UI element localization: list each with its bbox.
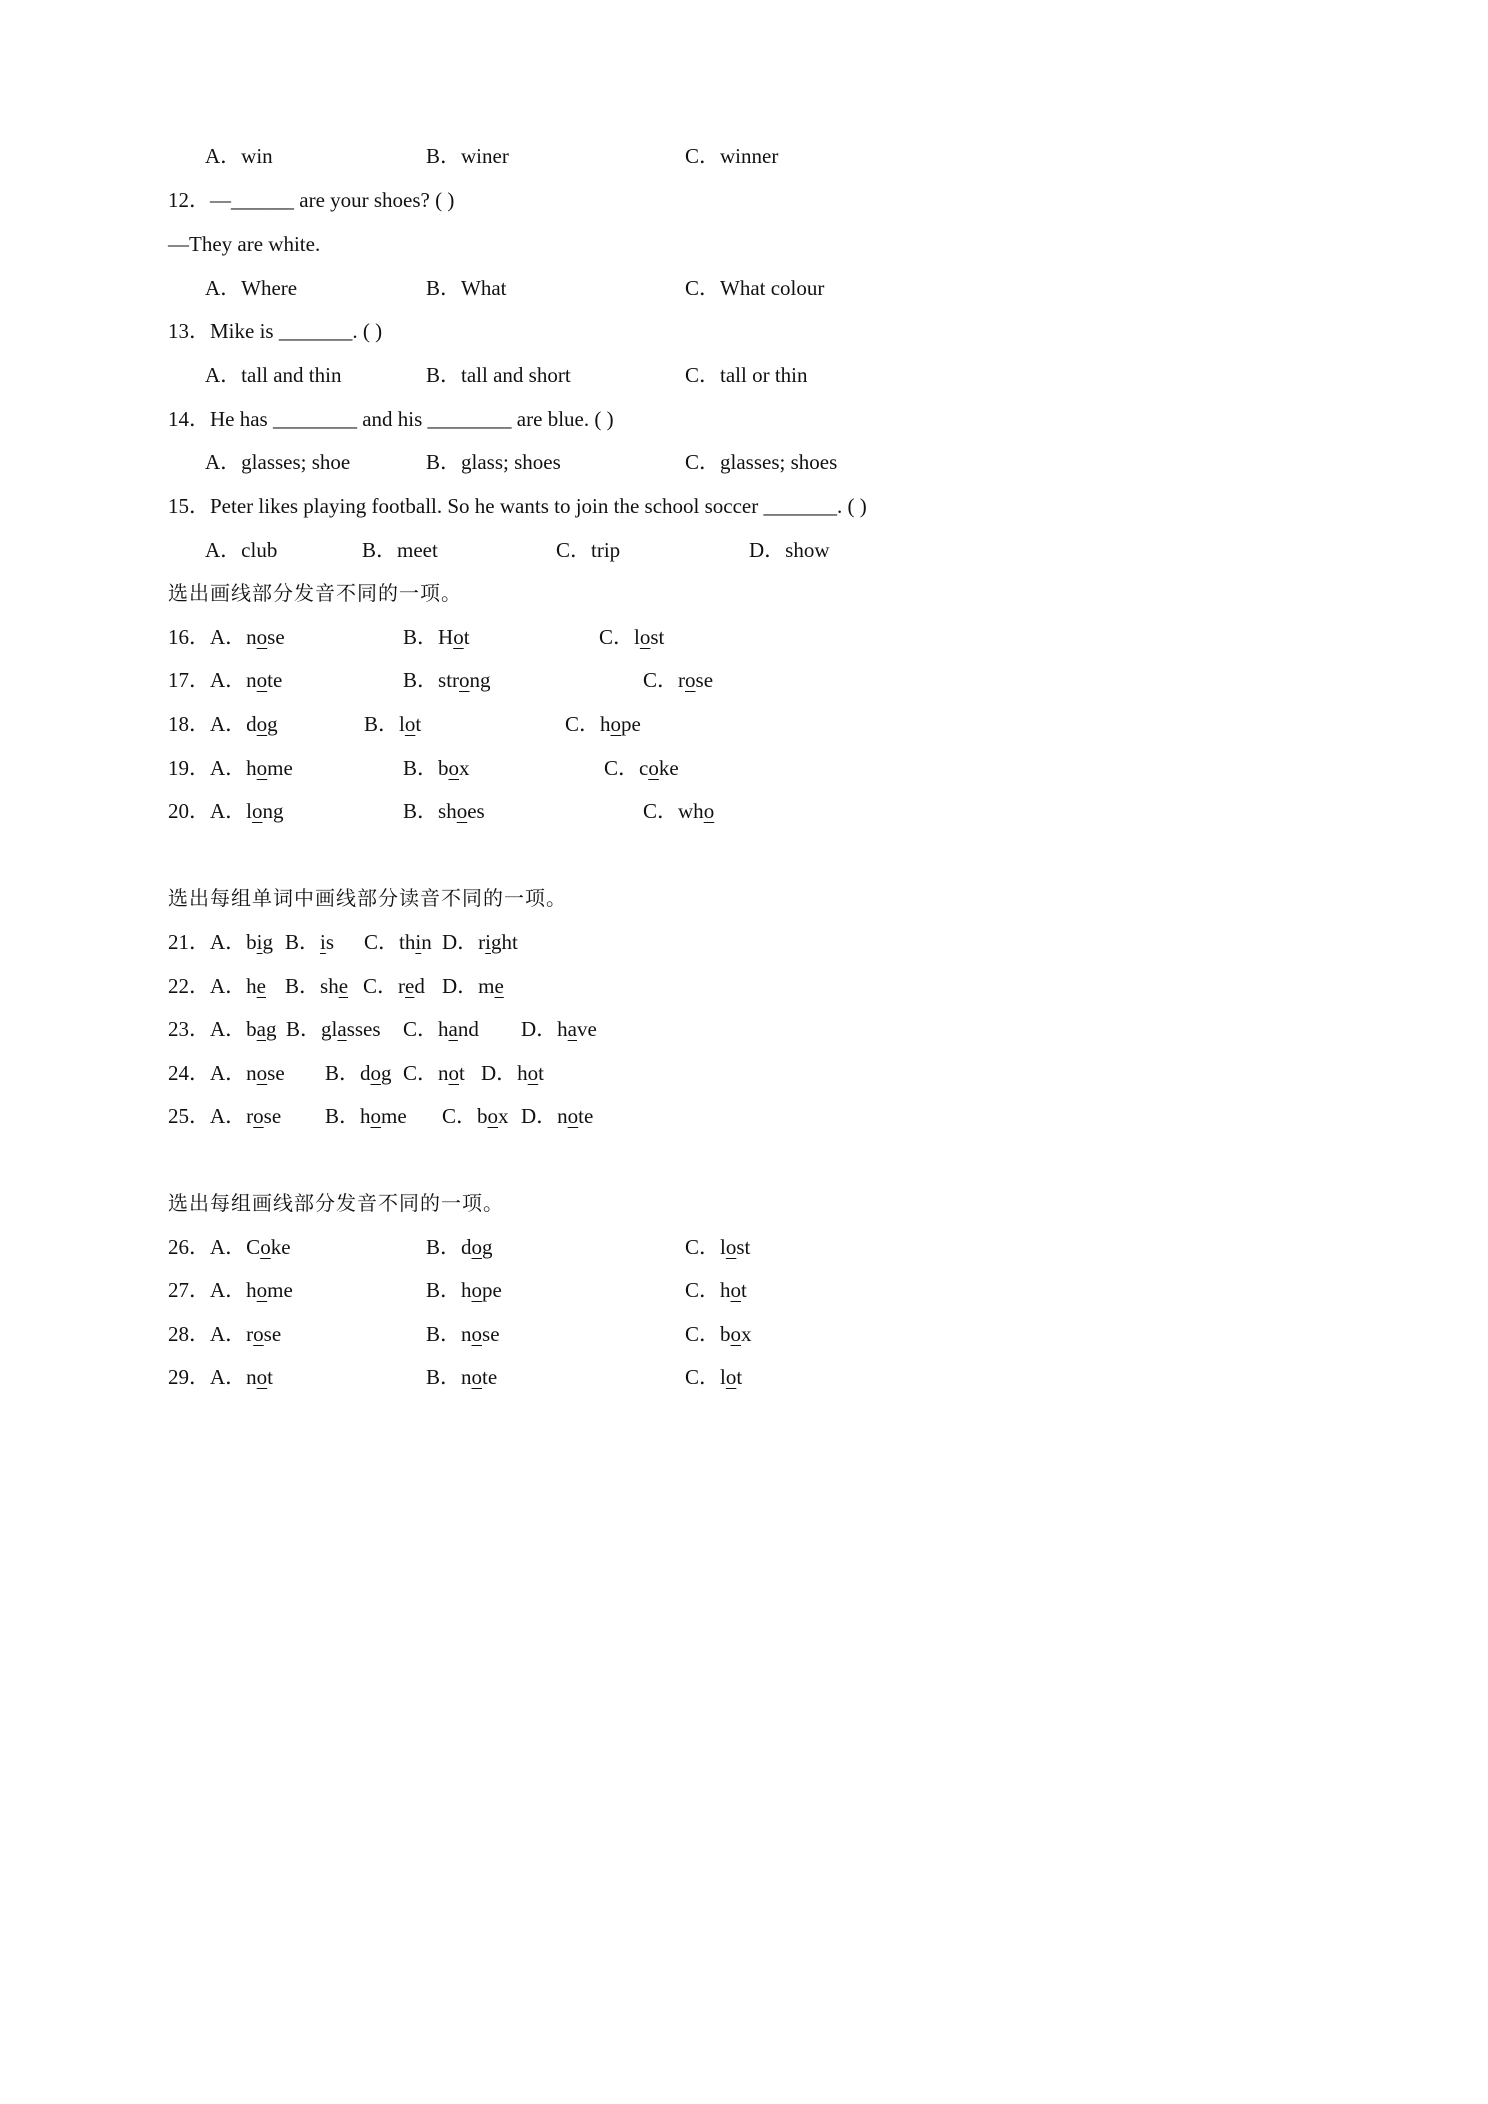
word-part: n <box>461 1322 472 1346</box>
q12-stem: 12．—______ are your shoes? ( ) <box>168 188 455 212</box>
word-part: h <box>246 756 257 780</box>
word-part: wh <box>678 799 704 823</box>
word-part: t <box>459 1061 465 1085</box>
word-part: sh <box>320 974 339 998</box>
word-part: h <box>246 974 257 998</box>
question-number: 21． <box>168 930 210 954</box>
underlined-letters: o <box>725 1365 737 1389</box>
option-a-label: A． <box>210 756 247 780</box>
question-number: 29． <box>168 1365 210 1389</box>
word-part: l <box>634 625 640 649</box>
word-part: t <box>736 1365 743 1389</box>
option-c-label: C． <box>643 799 679 823</box>
option-c-label: C． <box>565 712 601 736</box>
section3-row-28-b <box>426 1324 500 1350</box>
option-b-label: B． <box>403 756 439 780</box>
underlined-letters: o <box>256 712 268 736</box>
underlined-letters: o <box>471 1278 483 1302</box>
word-part: b <box>246 930 257 954</box>
underlined-letters: a <box>567 1017 577 1041</box>
word-part: me <box>267 1278 293 1302</box>
q14-option-b: B．glass; shoes <box>426 450 561 474</box>
word-part: g <box>267 712 278 736</box>
underlined-letters: o <box>567 1104 579 1128</box>
word-part: ng <box>262 799 284 823</box>
section2-row-21 <box>168 932 273 958</box>
word-part: te <box>267 668 283 692</box>
underlined-letters: i <box>256 930 263 954</box>
section1-row-20 <box>168 801 284 827</box>
word-part: d <box>461 1235 472 1259</box>
word-part: me <box>267 756 293 780</box>
underlined-letters: o <box>253 1104 264 1128</box>
word-part: r <box>478 930 486 954</box>
word-part: r <box>398 974 406 998</box>
question-number: 20． <box>168 799 210 823</box>
word-part: t <box>463 625 470 649</box>
word-part: x <box>459 756 470 780</box>
q12-option-c: C．What colour <box>685 276 825 300</box>
section2-row-23 <box>168 1019 277 1045</box>
section3-row-28-c <box>685 1324 752 1350</box>
section3-row-29-b <box>426 1367 497 1393</box>
section2-row-22-b <box>285 976 348 1002</box>
option-a-label: A． <box>210 930 247 954</box>
question-number: 18． <box>168 712 210 736</box>
option-d-label: D． <box>481 1061 518 1085</box>
section2-row-24 <box>168 1063 285 1089</box>
underlined-letters: o <box>256 1278 268 1302</box>
word-part: h <box>557 1017 568 1041</box>
section2-row-25-d <box>521 1106 593 1132</box>
word-part: ke <box>658 756 679 780</box>
word-part: g <box>262 930 274 954</box>
question-number: 16． <box>168 625 210 649</box>
option-b-label: B． <box>403 668 439 692</box>
word-part: gl <box>321 1017 338 1041</box>
word-part: s <box>325 930 335 954</box>
section3-row-29 <box>168 1367 273 1393</box>
word-part: st <box>736 1235 751 1259</box>
word-part: r <box>246 1322 254 1346</box>
word-part: r <box>678 668 686 692</box>
section2-row-24-d <box>481 1063 544 1089</box>
word-part: nd <box>457 1017 479 1041</box>
option-d-label: D． <box>442 974 479 998</box>
word-part: ke <box>270 1235 291 1259</box>
word-part: g <box>266 1017 277 1041</box>
word-part: h <box>438 1017 449 1041</box>
section3-row-26 <box>168 1237 291 1263</box>
option-a-label: A． <box>210 1235 247 1259</box>
option-c-label: C． <box>685 1322 721 1346</box>
word-part: se <box>267 625 285 649</box>
question-number: 17． <box>168 668 210 692</box>
word-part: te <box>578 1104 594 1128</box>
option-c-label: C． <box>403 1061 439 1085</box>
question-number: 27． <box>168 1278 210 1302</box>
word-part: n <box>557 1104 568 1128</box>
question-number: 25． <box>168 1104 210 1128</box>
word-part: h <box>600 712 611 736</box>
question-number: 28． <box>168 1322 210 1346</box>
section3-row-28 <box>168 1324 281 1350</box>
word-part: b <box>720 1322 731 1346</box>
underlined-letters: o <box>370 1061 382 1085</box>
underlined-letters: o <box>730 1322 742 1346</box>
option-a-label: A． <box>210 974 247 998</box>
option-c-label: C． <box>599 625 635 649</box>
word-part: t <box>415 712 422 736</box>
option-b-label: B． <box>364 712 400 736</box>
underlined-letters: e <box>494 974 504 998</box>
section1-row-18 <box>168 714 278 740</box>
underlined-letters: o <box>648 756 659 780</box>
section1-row-19-b <box>403 758 470 784</box>
underlined-letters: a <box>448 1017 458 1041</box>
section1-row-18-b <box>364 714 421 740</box>
section2-row-25 <box>168 1106 281 1132</box>
section3-row-27-b <box>426 1280 502 1306</box>
q13-option-b: B．tall and short <box>426 363 571 387</box>
section2-row-23-d <box>521 1019 597 1045</box>
underlined-letters: i <box>320 930 326 954</box>
option-a-label: A． <box>210 1365 247 1389</box>
underlined-letters: o <box>725 1235 737 1259</box>
underlined-letters: o <box>253 1322 264 1346</box>
q15-option-d: D．show <box>749 538 830 562</box>
word-part: t <box>267 1365 274 1389</box>
section2-row-21-c <box>364 932 432 958</box>
section1-title: 选出画线部分发音不同的一项。 <box>168 581 462 605</box>
word-part: ve <box>577 1017 597 1041</box>
word-part: n <box>461 1365 472 1389</box>
underlined-letters: e <box>256 974 266 998</box>
word-part: n <box>246 1365 257 1389</box>
option-a-label: A． <box>210 1322 247 1346</box>
word-part: t <box>538 1061 545 1085</box>
word-part: te <box>482 1365 498 1389</box>
q11-option-c: C．winner <box>685 144 779 168</box>
section3-row-27-c <box>685 1280 747 1306</box>
word-part: d <box>360 1061 371 1085</box>
option-a-label: A． <box>210 668 247 692</box>
underlined-letters: e <box>338 974 349 998</box>
underlined-letters: a <box>256 1017 266 1041</box>
underlined-letters: o <box>703 799 715 823</box>
word-part: x <box>741 1322 752 1346</box>
word-part: sses <box>346 1017 381 1041</box>
option-c-label: C． <box>604 756 640 780</box>
word-part: n <box>246 668 257 692</box>
word-part: pe <box>482 1278 502 1302</box>
q12-option-a: A．Where <box>205 276 298 300</box>
option-b-label: B． <box>426 1365 462 1389</box>
underlined-letters: o <box>730 1278 742 1302</box>
section1-row-19 <box>168 758 293 784</box>
word-part: se <box>263 1322 282 1346</box>
section1-row-16-b <box>403 627 470 653</box>
option-b-label: B． <box>426 1235 462 1259</box>
section2-row-25-c <box>442 1106 509 1132</box>
question-number: 26． <box>168 1235 210 1259</box>
word-part: es <box>467 799 485 823</box>
question-number: 23． <box>168 1017 210 1041</box>
underlined-letters: o <box>256 756 268 780</box>
word-part: l <box>399 712 405 736</box>
option-a-label: A． <box>210 1017 247 1041</box>
question-number: 24． <box>168 1061 210 1085</box>
word-part: st <box>650 625 665 649</box>
section3-row-26-c <box>685 1237 750 1263</box>
section3-title: 选出每组画线部分发音不同的一项。 <box>168 1191 504 1215</box>
word-part: l <box>720 1235 726 1259</box>
underlined-letters: o <box>370 1104 382 1128</box>
q15-option-b: B．meet <box>362 538 438 562</box>
word-part: l <box>720 1365 726 1389</box>
option-a-label: A． <box>210 625 247 649</box>
underlined-letters: o <box>471 1365 483 1389</box>
word-part: me <box>381 1104 407 1128</box>
underlined-letters: o <box>256 1365 268 1389</box>
word-part: d <box>246 712 257 736</box>
section2-row-22-d <box>442 976 504 1002</box>
word-part: b <box>438 756 449 780</box>
q12-answer-line: —They are white. <box>168 232 321 256</box>
section1-row-19-c <box>604 758 679 784</box>
underlined-letters: o <box>610 712 622 736</box>
word-part: m <box>478 974 495 998</box>
option-b-label: B． <box>426 1322 462 1346</box>
section1-row-17 <box>168 670 282 696</box>
q14-option-c: C．glasses; shoes <box>685 450 838 474</box>
underlined-letters: o <box>459 668 470 692</box>
word-part: se <box>263 1104 282 1128</box>
word-part: se <box>482 1322 500 1346</box>
word-part: n <box>421 930 432 954</box>
underlined-letters: o <box>453 625 464 649</box>
section3-row-26-b <box>426 1237 493 1263</box>
option-c-label: C． <box>403 1017 439 1041</box>
underlined-letters: o <box>639 625 651 649</box>
section1-row-18-c <box>565 714 641 740</box>
option-b-label: B． <box>325 1104 361 1128</box>
underlined-letters: o <box>456 799 468 823</box>
section1-row-20-c <box>643 801 714 827</box>
word-part: t <box>741 1278 747 1302</box>
word-part: b <box>246 1017 257 1041</box>
word-part: ng <box>469 668 491 692</box>
word-part: n <box>246 1061 257 1085</box>
option-d-label: D． <box>521 1104 558 1128</box>
word-part: H <box>438 625 454 649</box>
section2-row-22-c <box>363 976 425 1002</box>
option-b-label: B． <box>403 799 439 823</box>
option-a-label: A． <box>210 712 247 736</box>
word-part: b <box>477 1104 488 1128</box>
underlined-letters: i <box>485 930 492 954</box>
underlined-letters: o <box>256 1061 268 1085</box>
word-part: x <box>498 1104 509 1128</box>
option-b-label: B． <box>286 1017 322 1041</box>
q11-option-a: A．win <box>205 144 273 168</box>
underlined-letters: o <box>256 668 268 692</box>
section2-row-21-b <box>285 932 334 958</box>
underlined-letters: o <box>404 712 416 736</box>
q15-option-c: C．trip <box>556 538 621 562</box>
section1-row-20-b <box>403 801 485 827</box>
underlined-letters: a <box>337 1017 347 1041</box>
section2-row-24-c <box>403 1063 465 1089</box>
word-part: n <box>246 625 257 649</box>
option-a-label: A． <box>210 1104 247 1128</box>
q15-stem: 15．Peter likes playing football. So he wants to join the school soccer _______. ( ) <box>168 494 867 518</box>
option-c-label: C． <box>685 1235 721 1259</box>
word-part: pe <box>621 712 641 736</box>
word-part: se <box>695 668 714 692</box>
word-part: C <box>246 1235 261 1259</box>
section2-row-25-b <box>325 1106 407 1132</box>
underlined-letters: o <box>260 1235 271 1259</box>
option-d-label: D． <box>521 1017 558 1041</box>
word-part: str <box>438 668 460 692</box>
section2-row-21-d <box>442 932 518 958</box>
option-b-label: B． <box>285 930 321 954</box>
underlined-letters: o <box>685 668 696 692</box>
option-c-label: C． <box>685 1278 721 1302</box>
option-c-label: C． <box>364 930 400 954</box>
underlined-letters: o <box>448 756 460 780</box>
section3-row-29-c <box>685 1367 742 1393</box>
option-d-label: D． <box>442 930 479 954</box>
word-part: g <box>482 1235 493 1259</box>
word-part: h <box>246 1278 257 1302</box>
word-part: n <box>438 1061 449 1085</box>
underlined-letters: o <box>527 1061 539 1085</box>
underlined-letters: o <box>471 1322 483 1346</box>
option-c-label: C． <box>442 1104 478 1128</box>
section3-row-27 <box>168 1280 293 1306</box>
underlined-letters: e <box>405 974 415 998</box>
option-a-label: A． <box>210 799 247 823</box>
word-part: g <box>381 1061 392 1085</box>
section1-row-16 <box>168 627 285 653</box>
word-part: r <box>246 1104 254 1128</box>
q13-option-a: A．tall and thin <box>205 363 342 387</box>
option-b-label: B． <box>285 974 321 998</box>
q13-option-c: C．tall or thin <box>685 363 808 387</box>
word-part: h <box>360 1104 371 1128</box>
underlined-letters: o <box>487 1104 499 1128</box>
section2-title: 选出每组单词中画线部分读音不同的一项。 <box>168 886 567 910</box>
option-a-label: A． <box>210 1061 247 1085</box>
section2-row-23-b <box>286 1019 381 1045</box>
option-c-label: C． <box>363 974 399 998</box>
q14-stem: 14．He has ________ and his ________ are blue. ( ) <box>168 407 614 431</box>
q13-stem: 13．Mike is _______. ( ) <box>168 319 383 343</box>
option-b-label: B． <box>325 1061 361 1085</box>
word-part: h <box>461 1278 472 1302</box>
underlined-letters: o <box>448 1061 460 1085</box>
underlined-letters: i <box>415 930 422 954</box>
word-part: h <box>720 1278 731 1302</box>
section2-row-23-c <box>403 1019 479 1045</box>
option-b-label: B． <box>403 625 439 649</box>
option-c-label: C． <box>685 1365 721 1389</box>
word-part: th <box>399 930 416 954</box>
section2-row-24-b <box>325 1063 392 1089</box>
question-number: 19． <box>168 756 210 780</box>
q11-option-b: B．winer <box>426 144 509 168</box>
option-b-label: B． <box>426 1278 462 1302</box>
option-c-label: C． <box>643 668 679 692</box>
underlined-letters: o <box>471 1235 483 1259</box>
section2-row-22 <box>168 976 266 1002</box>
word-part: l <box>246 799 253 823</box>
word-part: d <box>414 974 425 998</box>
word-part: h <box>517 1061 528 1085</box>
q15-option-a: A．club <box>205 538 278 562</box>
section1-row-16-c <box>599 627 664 653</box>
word-part: se <box>267 1061 285 1085</box>
underlined-letters: o <box>256 625 268 649</box>
option-a-label: A． <box>210 1278 247 1302</box>
q12-option-b: B．What <box>426 276 507 300</box>
word-part: ght <box>491 930 518 954</box>
word-part: sh <box>438 799 457 823</box>
word-part: c <box>639 756 649 780</box>
q14-option-a: A．glasses; shoe <box>205 450 351 474</box>
section1-row-17-b <box>403 670 491 696</box>
question-number: 22． <box>168 974 210 998</box>
section1-row-17-c <box>643 670 713 696</box>
underlined-letters: o <box>252 799 263 823</box>
